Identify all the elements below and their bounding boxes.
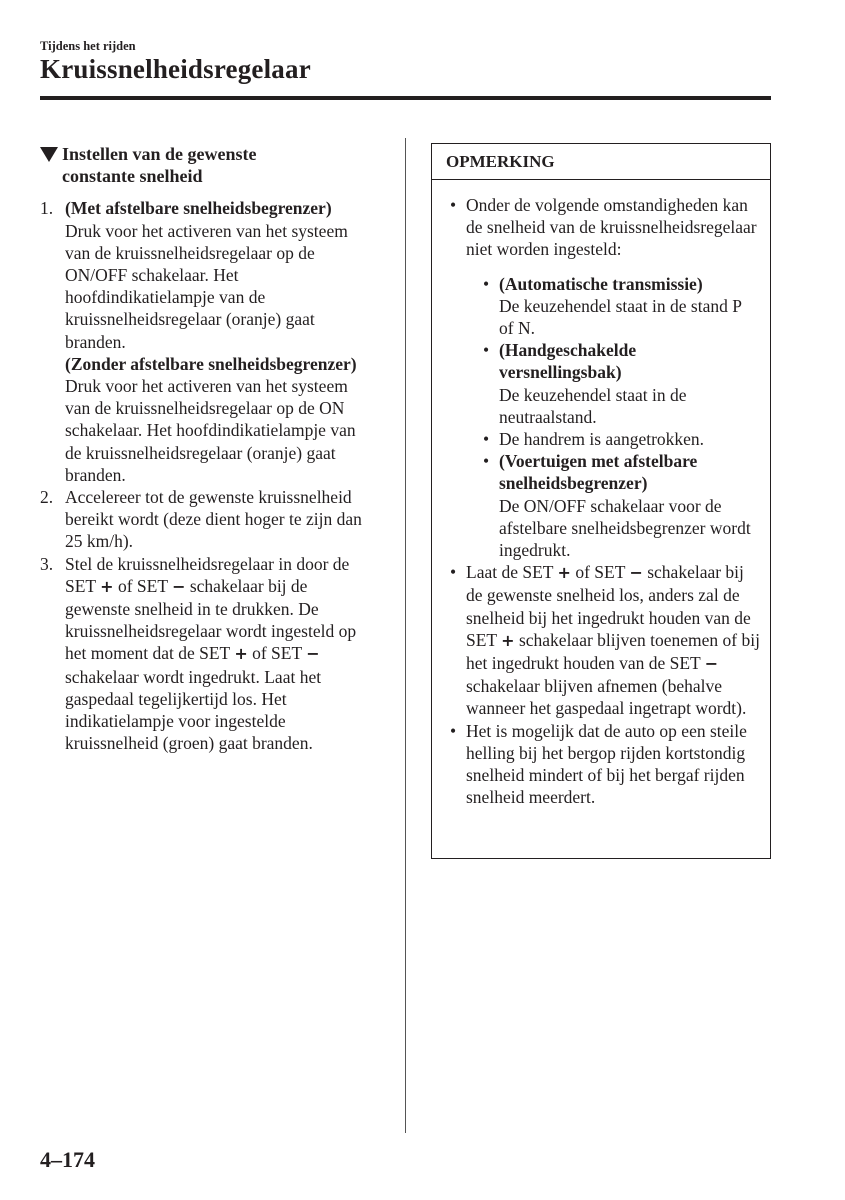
plus-icon: +: [557, 563, 571, 583]
text-run: of SET: [252, 643, 302, 664]
note-bullet-3: [448, 720, 760, 809]
minus-icon: −: [306, 644, 320, 664]
bullet-icon: •: [450, 195, 457, 215]
plus-icon: +: [100, 576, 114, 596]
bullet-icon: •: [483, 451, 490, 472]
note-sub-item-3: [482, 428, 760, 450]
sub-item-text: De handrem is aangetrokken.: [499, 429, 705, 450]
step-1-text-a: Druk voor het activeren van het systeem van de kruissnelheidsregelaar op de ON/OFF schakelaar. Het hoofdindikatielampje van de kruissnelheidsregelaar (oranje) gaat branden.: [65, 220, 348, 352]
sub-item-condition: (Handgeschakelde versnellingsbak): [499, 340, 637, 383]
text-run: schakelaar bij de gewenste snelheid in te drukken. De kruissnelheidsregelaar wordt ingesteld op het moment dat de SET: [65, 575, 357, 664]
section-heading: [40, 143, 375, 187]
heading-line-2: constante snelheid: [62, 166, 203, 187]
step-1: [40, 197, 375, 486]
heading-line-1: Instellen van de gewenste: [62, 144, 257, 164]
step-number: 3.: [40, 553, 54, 574]
bullet-icon: •: [483, 340, 490, 361]
sub-item-text: De keuzehendel staat in de stand P of N.: [499, 295, 742, 339]
minus-icon: −: [629, 563, 643, 583]
text-run: schakelaar blijven afnemen (behalve wanneer het gaspedaal ingetrapt wordt).: [466, 676, 747, 719]
step-2: [40, 486, 375, 553]
note-bullet-3-text: Het is mogelijk dat de auto op een steile helling bij het bergop rijden kortstondig snelheid mindert of bij het bergaf rijden snelheid meerdert.: [466, 720, 747, 808]
step-2-text: Accelereer tot de gewenste kruissnelheid bereikt wordt (deze dient hoger te zijn dan 25 km/h).: [65, 487, 362, 552]
note-sub-list: [466, 273, 760, 562]
text-run: schakelaar bij de gewenste snelheid los, anders zal de snelheid bij het ingedrukt houden van de SET: [466, 562, 751, 650]
step-1-text-b: Druk voor het activeren van het systeem van de kruissnelheidsregelaar op de ON schakelaar. Het hoofdindikatielampje van de kruissnelheidsregelaar (oranje) gaat branden.: [65, 376, 356, 485]
text-run: of SET: [575, 562, 626, 583]
step-1-condition-b: (Zonder afstelbare snelheidsbegrenzer): [65, 353, 357, 374]
bullet-icon: •: [450, 562, 457, 583]
steps-list: [40, 197, 375, 754]
note-box: [431, 143, 771, 859]
header-divider: [40, 96, 771, 100]
bullet-icon: •: [483, 273, 490, 294]
note-bullet-1-text: Onder de volgende omstandigheden kan de snelheid van de kruissnelheidsregelaar niet worden ingesteld:: [466, 195, 757, 260]
text-run: of SET: [117, 575, 168, 596]
note-bullet-1: [448, 194, 760, 561]
plus-icon: +: [234, 644, 248, 664]
note-title: OPMERKING: [432, 144, 770, 180]
minus-icon: −: [172, 576, 186, 596]
sub-item-condition: (Automatische transmissie): [499, 273, 703, 294]
minus-icon: −: [704, 654, 719, 674]
note-bullet-2: [448, 561, 760, 719]
bullet-icon: •: [450, 720, 457, 741]
section-label: Tijdens het rijden: [40, 39, 136, 53]
step-1-condition-a: (Met afstelbare snelheidsbegrenzer): [65, 198, 332, 219]
text-run: schakelaar blijven toenemen of bij het ingedrukt houden van de SET: [466, 629, 760, 674]
column-divider: [405, 138, 406, 1133]
step-number: 1.: [40, 198, 54, 219]
note-sub-item-4: [482, 450, 760, 561]
step-number: 2.: [40, 487, 54, 508]
page-title: Kruissnelheidsregelaar: [40, 54, 311, 84]
left-column: [40, 143, 375, 754]
note-sub-item-1: [482, 273, 760, 340]
bullet-icon: •: [483, 429, 490, 450]
plus-icon: +: [501, 630, 515, 650]
text-run: Laat de SET: [466, 562, 554, 583]
text-run: Stel de kruissnelheidsregelaar in door de SET: [65, 553, 350, 596]
sub-item-condition: (Voertuigen met afstelbare snelheidsbegrenzer): [499, 451, 698, 494]
triangle-down-icon: [40, 147, 58, 162]
text-run: schakelaar wordt ingedrukt. Laat het gaspedaal tegelijkertijd los. Het indikatielampje voor ingestelde kruissnelheid (groen) gaat branden.: [65, 666, 322, 754]
page-number: 4–174: [40, 1147, 95, 1172]
note-sub-item-2: [482, 339, 760, 428]
step-3: [40, 553, 375, 755]
sub-item-text: De keuzehendel staat in de neutraalstand.: [499, 384, 687, 427]
step-3-text: [65, 553, 375, 755]
sub-item-text: De ON/OFF schakelaar voor de afstelbare snelheidsbegrenzer wordt ingedrukt.: [499, 495, 751, 561]
note-body: [432, 180, 770, 808]
